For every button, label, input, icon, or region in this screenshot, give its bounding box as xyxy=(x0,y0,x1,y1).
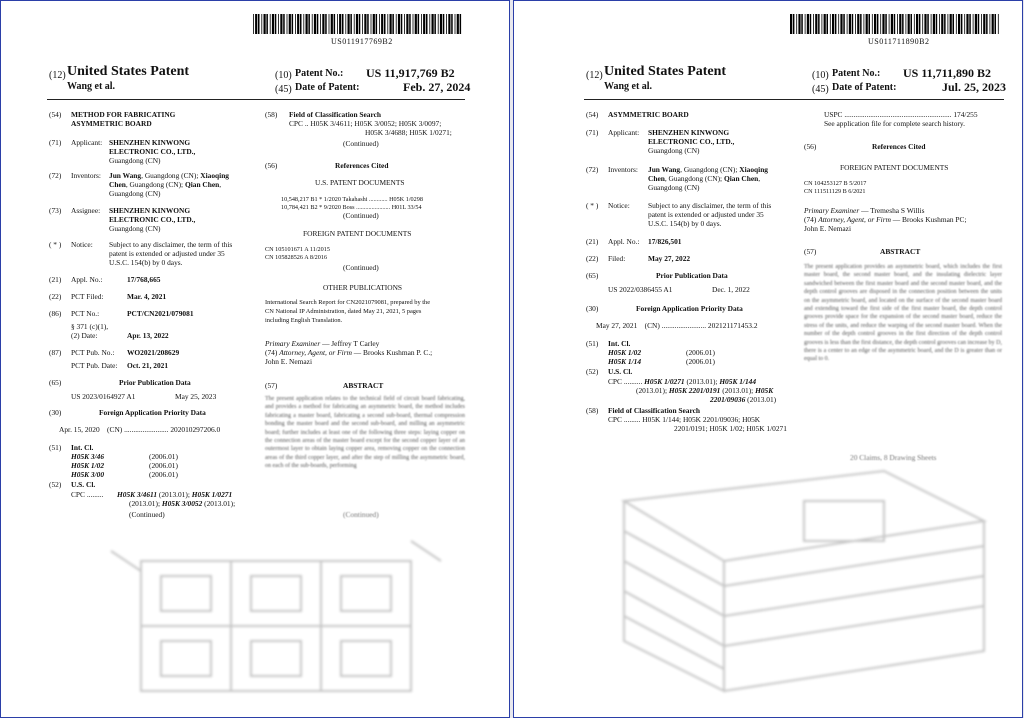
cpc-line-1: H05K 3/4611 (2013.01); H05K 1/0271 xyxy=(117,490,233,499)
field-line-1: CPC .. H05K 3/4611; H05K 3/0052; H05K 3/0097; xyxy=(289,119,442,128)
field-heading: Field of Classification Search xyxy=(608,406,701,415)
code-71: (71) xyxy=(586,128,599,137)
priority-row: Apr. 15, 2020 (CN) ........................ 202010297206.0 xyxy=(59,425,221,434)
notice-label: Notice: xyxy=(71,240,93,249)
code-58: (58) xyxy=(265,110,278,119)
code-71: (71) xyxy=(49,138,62,147)
code-10: (10) xyxy=(812,70,829,81)
applicant-line-1: SHENZHEN KINWONG xyxy=(648,128,730,137)
code-21: (21) xyxy=(586,237,599,246)
cpc-label: CPC ......... xyxy=(71,490,104,499)
pct-pub-date: Oct. 21, 2021 xyxy=(127,361,169,370)
code-72: (72) xyxy=(586,165,599,174)
code-58: (58) xyxy=(586,406,599,415)
other-pub-1: International Search Report for CN2021079081, prepared by the xyxy=(265,299,431,306)
us-refs-continued: (Continued) xyxy=(343,211,379,220)
applicant-label: Applicant: xyxy=(608,128,640,137)
notice-line-2: patent is extended or adjusted under 35 xyxy=(109,249,225,258)
assignee-line-2: ELECTRONIC CO., LTD., xyxy=(109,215,196,224)
priority-row: May 27, 2021 (CN) ........................ 202121171453.2 xyxy=(596,321,758,330)
code-52: (52) xyxy=(586,367,599,376)
pct-filed-date: Mar. 4, 2021 xyxy=(127,292,167,301)
notice-line-1: Subject to any disclaimer, the term of this xyxy=(648,201,772,210)
assignee-label: Assignee: xyxy=(71,206,101,215)
title-line-2: ASYMMETRIC BOARD xyxy=(71,119,152,128)
uspc-line: USPC .......................................................... 174/255 xyxy=(824,110,978,119)
us-ref-2: 10,784,421 B2 * 9/2020 Boss ...................... H01L 33/54 xyxy=(281,204,422,211)
title-line-1: ASYMMETRIC BOARD xyxy=(608,110,689,119)
prior-pub-date: Dec. 1, 2022 xyxy=(712,285,750,294)
applicant-label: Applicant: xyxy=(71,138,103,147)
prior-pub-heading: Prior Publication Data xyxy=(656,271,728,280)
inventors-line-3: Guangdong (CN) xyxy=(648,183,700,192)
cpc-line-1: CPC .......... H05K 1/0271 (2013.01); H05K 1/144 xyxy=(608,377,757,386)
code-57: (57) xyxy=(265,381,278,390)
code-51: (51) xyxy=(586,339,599,348)
inventors-line-2: Chen, Guangdong (CN); Qian Chen, xyxy=(648,174,761,183)
s371-line-2: (2) Date: xyxy=(71,331,98,340)
inventors-label: Inventors: xyxy=(71,171,101,180)
examiner-line: Primary Examiner — Tremesha S Willis xyxy=(804,206,925,215)
code-notice: ( * ) xyxy=(586,201,599,210)
int-cl-1-date: (2006.01) xyxy=(686,348,715,357)
other-pubs-heading: OTHER PUBLICATIONS xyxy=(323,283,403,292)
header-rule xyxy=(47,99,465,100)
attorney-line-2: John E. Nemazi xyxy=(804,224,851,233)
code-52: (52) xyxy=(49,480,62,489)
claims-summary: 20 Claims, 8 Drawing Sheets xyxy=(850,453,937,462)
inventor-short: Wang et al. xyxy=(604,81,653,92)
notice-line-3: U.S.C. 154(b) by 0 days. xyxy=(109,258,183,267)
code-65: (65) xyxy=(586,271,599,280)
header-rule xyxy=(584,99,1004,100)
abstract-continued: (Continued) xyxy=(343,510,379,519)
other-pub-2: CN National IP Administration, dated May 21, 2021, 5 pages xyxy=(265,308,422,315)
code-87: (87) xyxy=(49,348,62,357)
us-cl-heading: U.S. Cl. xyxy=(71,480,96,489)
appl-number: 17/826,501 xyxy=(648,237,682,246)
date-label: Date of Patent: xyxy=(832,82,897,93)
code-22: (22) xyxy=(49,292,62,301)
inventors-line-2: Chen, Guangdong (CN); Qian Chen, xyxy=(109,180,222,189)
code-56: (56) xyxy=(265,161,278,170)
code-73: (73) xyxy=(49,206,62,215)
title-line-1: METHOD FOR FABRICATING xyxy=(71,110,176,119)
assignee-line-3: Guangdong (CN) xyxy=(109,224,161,233)
int-cl-1: H05K 3/46 xyxy=(71,452,105,461)
notice-line-2: patent is extended or adjusted under 35 xyxy=(648,210,764,219)
inventors-line-1: Jun Wang, Guangdong (CN); Xiaoqing xyxy=(109,171,230,180)
inventors-label: Inventors: xyxy=(608,165,638,174)
inventors-line-3: Guangdong (CN) xyxy=(109,189,161,198)
int-cl-2-date: (2006.01) xyxy=(149,461,178,470)
code-45: (45) xyxy=(275,84,292,95)
code-45: (45) xyxy=(812,84,829,95)
patent-number: US 11,917,769 B2 xyxy=(366,66,455,80)
filed-date: May 27, 2022 xyxy=(648,254,691,263)
date-label: Date of Patent: xyxy=(295,82,360,93)
pct-number: PCT/CN2021/079081 xyxy=(127,309,194,318)
code-57: (57) xyxy=(804,247,817,256)
code-72: (72) xyxy=(49,171,62,180)
barcode-number: US011917769B2 xyxy=(331,37,393,46)
patent-page-left xyxy=(0,0,510,718)
code-30: (30) xyxy=(49,408,62,417)
int-cl-1: H05K 1/02 xyxy=(608,348,642,357)
examiner-line: Primary Examiner — Jeffrey T Carley xyxy=(265,339,380,348)
int-cl-2-date: (2006.01) xyxy=(686,357,715,366)
notice-line-3: U.S.C. 154(b) by 0 days. xyxy=(648,219,722,228)
applicant-line-2: ELECTRONIC CO., LTD., xyxy=(109,147,196,156)
code-12: (12) xyxy=(586,70,603,81)
us-cl-heading: U.S. Cl. xyxy=(608,367,633,376)
field-continued: (Continued) xyxy=(343,139,379,148)
us-docs-heading: U.S. PATENT DOCUMENTS xyxy=(315,178,405,187)
assignee-line-1: SHENZHEN KINWONG xyxy=(109,206,191,215)
refs-heading: References Cited xyxy=(335,161,389,170)
foreign-ref-2: CN 111511129 B 6/2021 xyxy=(804,188,866,195)
cpc-line-2: (2013.01); H05K 3/0052 (2013.01); xyxy=(129,499,236,508)
abstract-heading: ABSTRACT xyxy=(880,247,921,256)
appl-label: Appl. No.: xyxy=(608,237,640,246)
code-54: (54) xyxy=(49,110,62,119)
pct-pub-label: PCT Pub. No.: xyxy=(71,348,115,357)
foreign-priority-heading: Foreign Application Priority Data xyxy=(636,304,743,313)
code-12: (12) xyxy=(49,70,66,81)
pct-pub-date-label: PCT Pub. Date: xyxy=(71,361,118,370)
patent-number: US 11,711,890 B2 xyxy=(903,66,992,80)
abstract-heading: ABSTRACT xyxy=(343,381,384,390)
code-54: (54) xyxy=(586,110,599,119)
code-30: (30) xyxy=(586,304,599,313)
patent-drawing-figure xyxy=(584,441,1004,711)
patent-drawing-figure xyxy=(101,521,461,711)
patent-no-label: Patent No.: xyxy=(295,68,344,79)
code-65: (65) xyxy=(49,378,62,387)
int-cl-heading: Int. Cl. xyxy=(608,339,631,348)
foreign-refs-continued: (Continued) xyxy=(343,263,379,272)
s371-date: Apr. 13, 2022 xyxy=(127,331,169,340)
prior-pub-heading: Prior Publication Data xyxy=(119,378,191,387)
int-cl-3: H05K 3/00 xyxy=(71,470,105,479)
s371-line-1: § 371 (c)(1), xyxy=(71,322,109,331)
applicant-line-3: Guangdong (CN) xyxy=(109,156,161,165)
prior-pub-date: May 25, 2023 xyxy=(175,392,217,401)
abstract-body: The present application provides an asymmetric board, which includes the first master board, the second master board, and the insulating dielectric layer sandwiched between the first master board and the second master board, and the depth control grooves are disposed in the connection position between the units on the asymmetric board, and located on the surface of the second master board and extending toward the first side of the first master board, the depth control grooves provide space for the expansion of the second master board, reduce the stress of the units, and reduce the warping of the second master board. When the number of the depth control grooves in the first direction of the depth control grooves is less than the first distance, the depth control grooves can increase by D, there is a center to an edge of the asymmetric board, and the D is greater than or equal to 0. xyxy=(804,264,1002,363)
code-notice: ( * ) xyxy=(49,240,62,249)
filed-label: Filed: xyxy=(608,254,626,263)
appl-label: Appl. No.: xyxy=(71,275,103,284)
int-cl-2: H05K 1/02 xyxy=(71,461,105,470)
field-line-2: H05K 3/4688; H05K 1/0271; xyxy=(365,128,452,137)
foreign-ref-2: CN 105828526 A 8/2016 xyxy=(265,254,328,261)
applicant-line-2: ELECTRONIC CO., LTD., xyxy=(648,137,735,146)
int-cl-1-date: (2006.01) xyxy=(149,452,178,461)
applicant-line-1: SHENZHEN KINWONG xyxy=(109,138,191,147)
refs-heading: References Cited xyxy=(872,142,926,151)
notice-line-1: Subject to any disclaimer, the term of this xyxy=(109,240,233,249)
pct-filed-label: PCT Filed: xyxy=(71,292,104,301)
barcode-image xyxy=(253,14,465,34)
field-line-2: 2201/0191; H05K 1/02; H05K 1/0271 xyxy=(674,424,787,433)
barcode-image xyxy=(790,14,1002,34)
int-cl-heading: Int. Cl. xyxy=(71,443,94,452)
attorney-line-2: John E. Nemazi xyxy=(265,357,312,366)
other-pub-3: including English Translation. xyxy=(265,317,343,324)
field-heading: Field of Classification Search xyxy=(289,110,382,119)
prior-pub-number: US 2023/0164927 A1 xyxy=(71,392,136,401)
abstract-body: The present application relates to the technical field of circuit board fabricating, and provides a method for fabricating an asymmetric board, the method includes fabricating a master board, fabricating a second sub-board, thermal compression bonding the master board and the second sub-board, and milling an asymmetric board; further includes at least one of the following three steps: laying copper on the connection areas of the master board except for the second copper layer of an outermost layer to obtain laying copper area, removing copper on the connection areas of the third copper layer, and after the step of milling the asymmetric board, on each of the sub-boards, performing xyxy=(265,396,465,470)
inventors-line-1: Jun Wang, Guangdong (CN); Xiaoqing xyxy=(648,165,769,174)
doc-type-title: United States Patent xyxy=(604,64,727,79)
cpc-line-2: (2013.01); H05K 2201/0191 (2013.01); H05K xyxy=(636,386,774,395)
applicant-line-3: Guangdong (CN) xyxy=(648,146,700,155)
field-line-1: CPC ......... H05K 1/144; H05K 2201/09036; H05K xyxy=(608,415,761,424)
int-cl-2: H05K 1/14 xyxy=(608,357,642,366)
attorney-line: (74) Attorney, Agent, or Firm — Brooks Kushman P. C.; xyxy=(265,348,433,357)
patent-page-right xyxy=(513,0,1023,718)
foreign-docs-heading: FOREIGN PATENT DOCUMENTS xyxy=(840,163,949,172)
inventor-short: Wang et al. xyxy=(67,81,116,92)
patent-date: Feb. 27, 2024 xyxy=(403,80,471,94)
int-cl-3-date: (2006.01) xyxy=(149,470,178,479)
cpc-continued: (Continued) xyxy=(129,510,165,519)
doc-type-title: United States Patent xyxy=(67,64,190,79)
attorney-line: (74) Attorney, Agent, or Firm — Brooks Kushman PC; xyxy=(804,215,967,224)
us-ref-1: 10,548,217 B1 * 1/2020 Takahashi ............ H05K 1/0298 xyxy=(281,196,423,203)
barcode-number: US011711890B2 xyxy=(868,37,930,46)
foreign-ref-1: CN 105101671 A 11/2015 xyxy=(265,246,330,253)
code-22: (22) xyxy=(586,254,599,263)
pct-no-label: PCT No.: xyxy=(71,309,100,318)
prior-pub-number: US 2022/0386455 A1 xyxy=(608,285,673,294)
notice-label: Notice: xyxy=(608,201,630,210)
pct-pub-number: WO2021/208629 xyxy=(127,348,180,357)
code-21: (21) xyxy=(49,275,62,284)
uspc-note: See application file for complete search history. xyxy=(824,119,965,128)
patent-date: Jul. 25, 2023 xyxy=(942,80,1007,94)
patent-no-label: Patent No.: xyxy=(832,68,881,79)
code-10: (10) xyxy=(275,70,292,81)
code-56: (56) xyxy=(804,142,817,151)
cpc-line-3: 2201/09036 (2013.01) xyxy=(710,395,777,404)
foreign-priority-heading: Foreign Application Priority Data xyxy=(99,408,206,417)
code-51: (51) xyxy=(49,443,62,452)
code-86: (86) xyxy=(49,309,62,318)
foreign-docs-heading: FOREIGN PATENT DOCUMENTS xyxy=(303,229,412,238)
foreign-ref-1: CN 104253127 B 5/2017 xyxy=(804,180,867,187)
appl-number: 17/768,665 xyxy=(127,275,161,284)
